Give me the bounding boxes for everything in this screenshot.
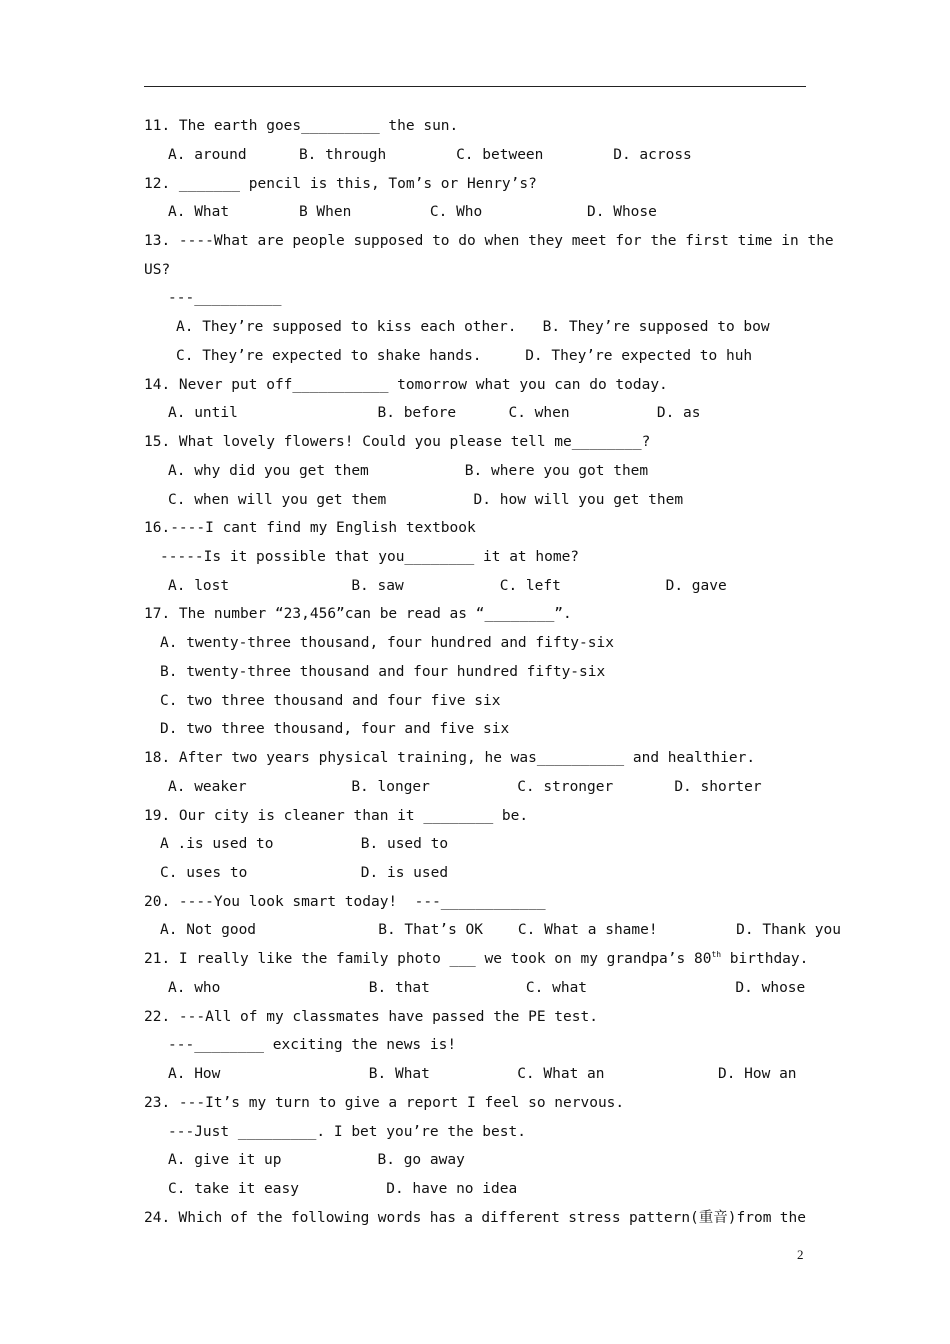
q24-word: a xyxy=(464,1210,473,1226)
q24-word: the xyxy=(256,1210,283,1226)
q23-options-ab: A. give it up B. go away xyxy=(168,1152,465,1168)
q12-options: A. What B When C. Who D. Whose xyxy=(168,204,657,220)
q18-stem: 18. After two years physical training, he was__________ and healthier. xyxy=(144,750,756,766)
q19-options-ab: A .is used to B. used to xyxy=(160,836,449,852)
q22-reply: ---________ exciting the news is! xyxy=(168,1037,457,1053)
q16-stem: 16.----I cant find my English textbook xyxy=(144,520,476,536)
q21-options: A. who B. that C. what D. whose xyxy=(168,980,806,996)
q24-word: following xyxy=(290,1210,370,1226)
q13-options-cd: C. They’re expected to shake hands. D. They’re expected to huh xyxy=(176,348,753,364)
q14-options: A. until B. before C. when D. as xyxy=(168,405,701,421)
q22-options: A. How B. What C. What an D. How an xyxy=(168,1066,797,1082)
q19-options-cd: C. uses to D. is used xyxy=(160,865,449,881)
q13-options-ab: A. They’re supposed to kiss each other. B. They’re supposed to bow xyxy=(176,319,770,335)
q24-word: 24. xyxy=(144,1210,171,1226)
q24-word: stress xyxy=(568,1210,621,1226)
q14-stem: 14. Never put off___________ tomorrow what you can do today. xyxy=(144,377,668,393)
q19-stem: 19. Our city is cleaner than it ________ be. xyxy=(144,808,529,824)
q15-stem: 15. What lovely flowers! Could you please tell me________? xyxy=(144,434,651,450)
q24-stem xyxy=(144,1208,806,1228)
q17-option-b: B. twenty-three thousand and four hundred fifty-six xyxy=(160,664,606,680)
q21-stem-text: 21. I really like the family photo ___ we took on my grandpa’s 80 xyxy=(144,951,712,967)
page-number: 2 xyxy=(797,1247,804,1262)
q17-option-c: C. two three thousand and four five six xyxy=(160,693,501,709)
q13-stem: 13. ----What are people supposed to do when they meet for the first time in the xyxy=(144,233,834,249)
q11-options: A. around B. through C. between D. across xyxy=(168,147,692,163)
header-rule xyxy=(144,86,806,87)
q23-stem: 23. ---It’s my turn to give a report I feel so nervous. xyxy=(144,1095,625,1111)
q15-options-cd: C. when will you get them D. how will you get them xyxy=(168,492,684,508)
q16-stem-reply: -----Is it possible that you________ it at home? xyxy=(160,549,580,565)
q22-stem: 22. ---All of my classmates have passed the PE test. xyxy=(144,1009,598,1025)
q16-options: A. lost B. saw C. left D. gave xyxy=(168,578,727,594)
q24-word: words xyxy=(377,1210,422,1226)
q18-options: A. weaker B. longer C. stronger D. shorter xyxy=(168,779,762,795)
q21-stem-end: birthday. xyxy=(721,951,809,967)
q17-stem: 17. The number “23,456”can be read as “________”. xyxy=(144,606,572,622)
q23-reply: ---Just _________. I bet you’re the best. xyxy=(168,1124,526,1140)
q12-stem: 12. _______ pencil is this, Tom’s or Henry’s? xyxy=(144,176,537,192)
q23-options-cd: C. take it easy D. have no idea xyxy=(168,1181,518,1197)
q21-stem xyxy=(144,949,808,969)
q17-option-d: D. two three thousand, four and five six xyxy=(160,721,510,737)
q17-option-a: A. twenty-three thousand, four hundred and fifty-six xyxy=(160,635,614,651)
q20-stem: 20. ----You look smart today! ---____________ xyxy=(144,894,546,910)
q24-word: of xyxy=(230,1210,248,1226)
q24-word: Which xyxy=(178,1210,223,1226)
q24-word: different xyxy=(481,1210,560,1226)
q15-options-ab: A. why did you get them B. where you got them xyxy=(168,463,649,479)
q24-word: has xyxy=(429,1210,456,1226)
q13-answer-blank: ---__________ xyxy=(168,290,282,306)
q11-stem: 11. The earth goes_________ the sun. xyxy=(144,118,459,134)
q24-word: pattern(重音)from xyxy=(628,1210,772,1226)
q20-options: A. Not good B. That’s OK C. What a shame! D. Thank you xyxy=(160,922,841,938)
q13-stem-cont: US? xyxy=(144,262,171,278)
q24-word: the xyxy=(779,1210,806,1226)
q21-ordinal-suffix: th xyxy=(711,950,722,959)
